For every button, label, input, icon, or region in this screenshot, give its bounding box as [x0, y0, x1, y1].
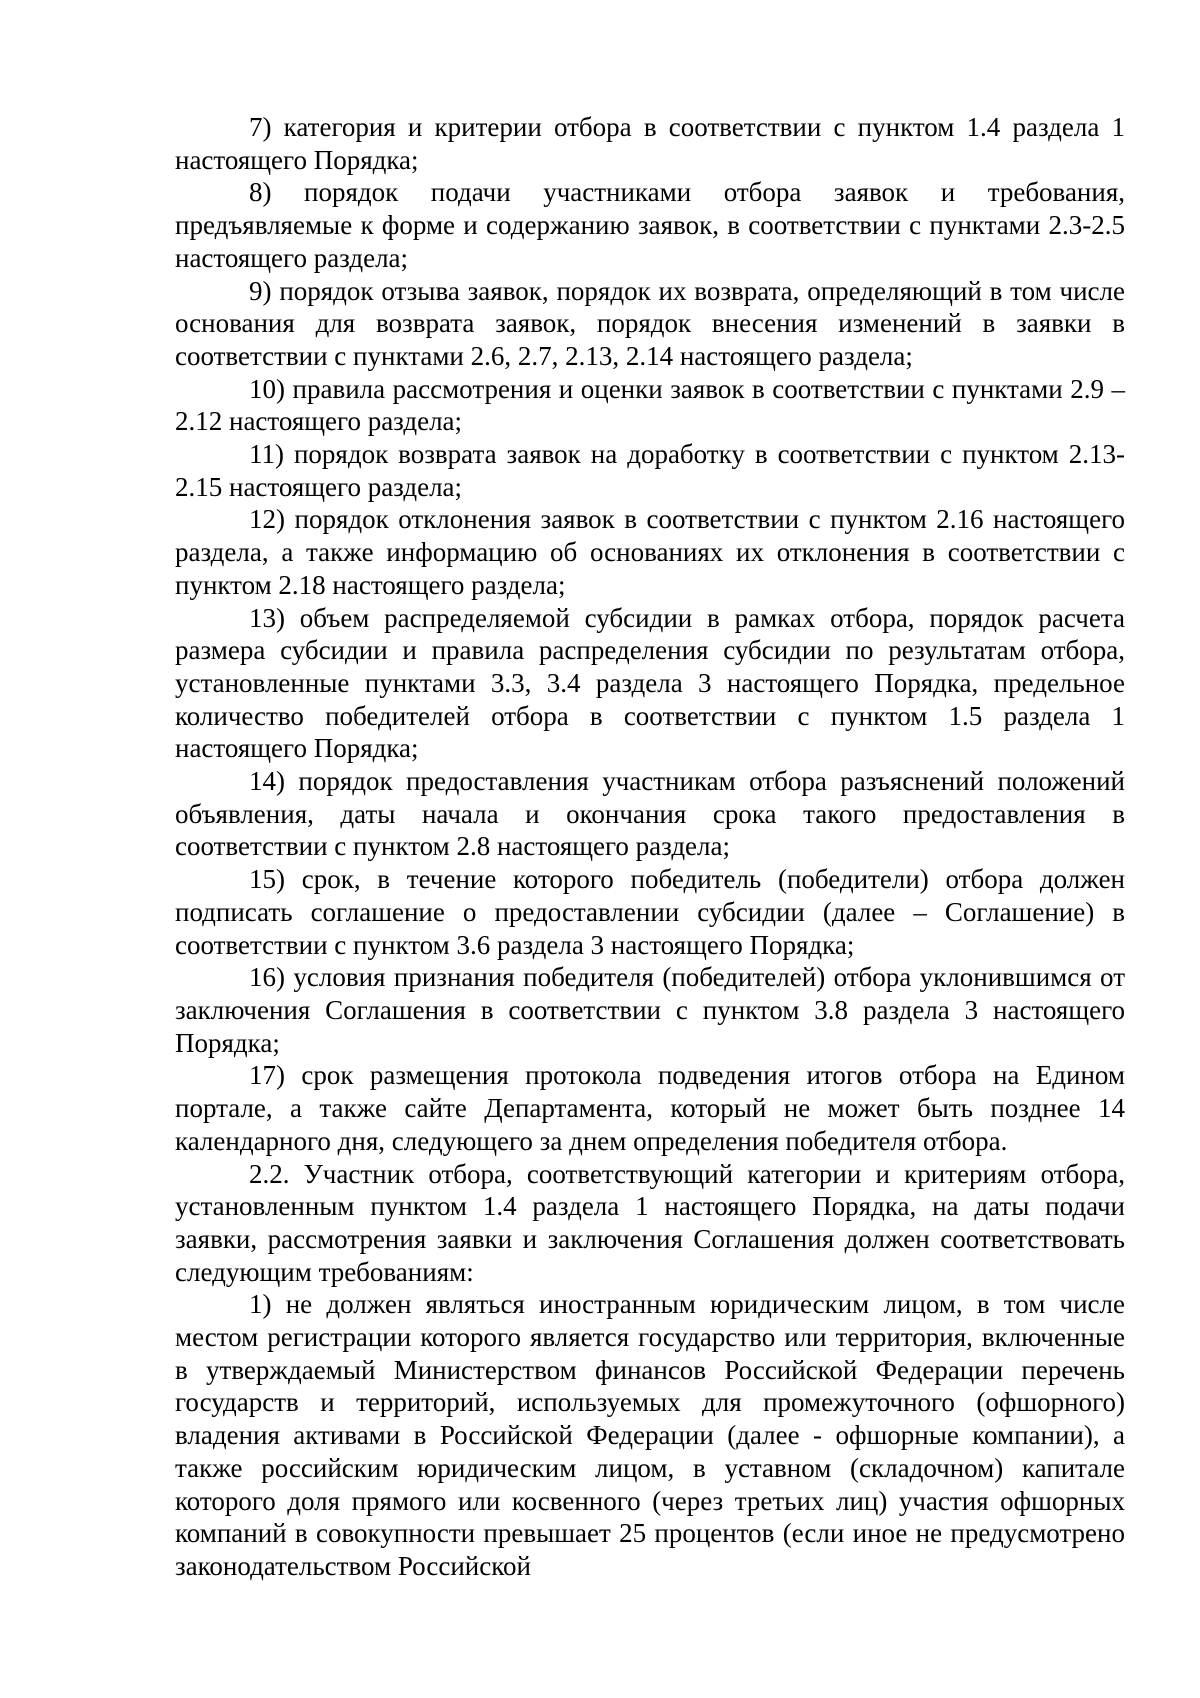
paragraph-item-16: 16) условия признания победителя (победителей) отбора уклонившимся от заключения Соглашения в соответствии с пунктом 3.8 раздела 3 настоящего Порядка; — [175, 962, 1125, 1058]
document-text-body — [175, 111, 1125, 1583]
paragraph-item-10: 10) правила рассмотрения и оценки заявок в соответствии с пунктами 2.9 – 2.12 настоящего раздела; — [175, 373, 1125, 437]
paragraph-item-17: 17) срок размещения протокола подведения итогов отбора на Едином портале, а также сайте Департамента, который не может быть позднее 14 календарного дня, следующего за днем определения победителя отбора. — [175, 1060, 1125, 1156]
paragraph-item-15: 15) срок, в течение которого победитель (победители) отбора должен подписать соглашение о предоставлении субсидии (далее – Соглашение) в соответствии с пунктом 3.6 раздела 3 настоящего Порядка; — [175, 864, 1125, 960]
paragraph-item-8: 8) порядок подачи участниками отбора заявок и требования, предъявляемые к форме и содержанию заявок, в соответствии с пунктами 2.3-2.5 настоящего раздела; — [175, 177, 1125, 273]
paragraph-item-13: 13) объем распределяемой субсидии в рамках отбора, порядок расчета размера субсидии и правила распределения субсидии по результатам отбора, установленные пунктами 3.3, 3.4 раздела 3 настоящего Порядка, предельное количество победителей отбора в соответствии с пунктом 1.5 раздела 1 настоящего Порядка; — [175, 602, 1125, 764]
paragraph-item-7: 7) категория и критерии отбора в соответствии с пунктом 1.4 раздела 1 настоящего Порядка; — [175, 112, 1125, 175]
paragraph-item-14: 14) порядок предоставления участникам отбора разъяснений положений объявления, даты начала и окончания срока такого предоставления в соответствии с пунктом 2.8 настоящего раздела; — [175, 766, 1125, 862]
paragraph-requirement-1: 1) не должен являться иностранным юридическим лицом, в том числе местом регистрации которого является государство или территория, включенные в утверждаемый Министерством финансов Российской Федерации перечень государств и территорий, используемых для промежуточного (офшорного) владения активами в Российской Федерации (далее - офшорные компании), а также российским юридическим лицом, в уставном (складочном) капитале которого доля прямого или косвенного (через третьих лиц) участия офшорных компаний в совокупности превышает 25 процентов (если иное не предусмотрено законодательством Российской — [175, 1289, 1125, 1581]
paragraph-item-11: 11) порядок возврата заявок на доработку в соответствии с пунктом 2.13- 2.15 настоящего раздела; — [175, 439, 1125, 502]
paragraph-item-9: 9) порядок отзыва заявок, порядок их возврата, определяющий в том числе основания для возврата заявок, порядок внесения изменений в заявки в соответствии с пунктами 2.6, 2.7, 2.13, 2.14 настоящего раздела; — [175, 275, 1125, 371]
paragraph-item-12: 12) порядок отклонения заявок в соответствии с пунктом 2.16 настоящего раздела, а также информацию об основаниях их отклонения в соответствии с пунктом 2.18 настоящего раздела; — [175, 504, 1125, 600]
paragraph-section-2-2: 2.2. Участник отбора, соответствующий категории и критериям отбора, установленным пунктом 1.4 раздела 1 настоящего Порядка, на даты подачи заявки, рассмотрения заявки и заключения Соглашения должен соответствовать следующим требованиям: — [175, 1158, 1125, 1287]
